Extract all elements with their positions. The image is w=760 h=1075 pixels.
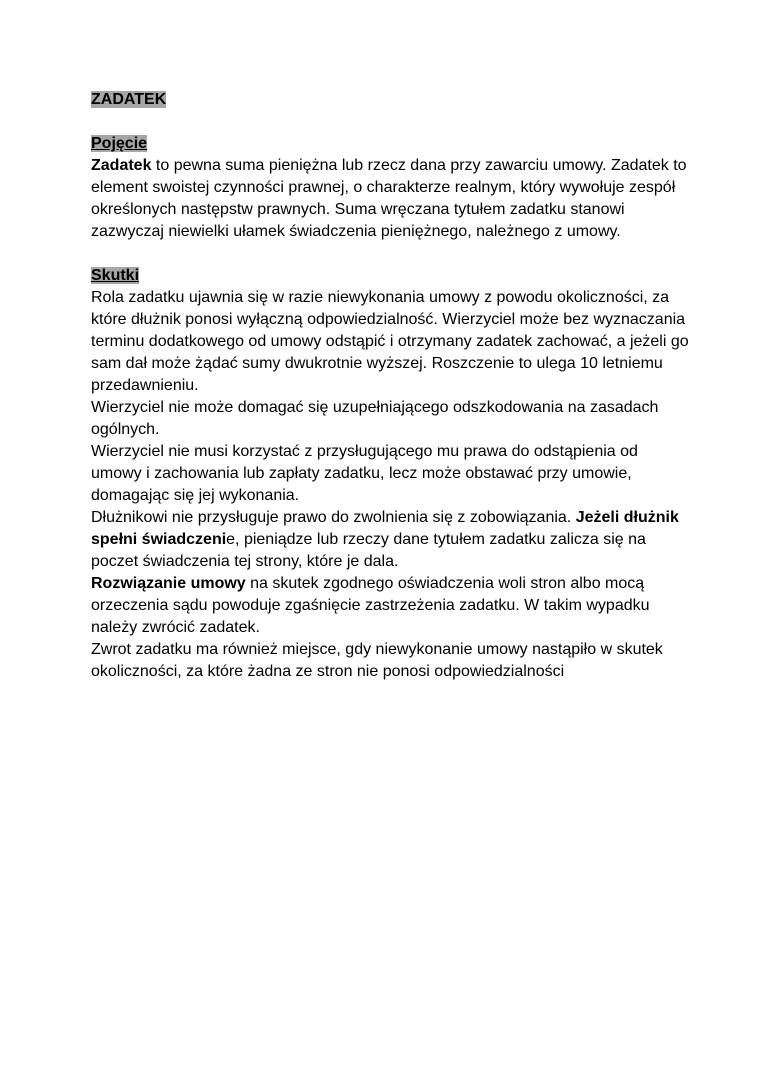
paragraph-text: Wierzyciel nie musi korzystać z przysługującego mu prawa do odstąpienia od umowy i zachowania lub zapłaty zadatku, lecz może obstawać przy umowie, domagając się jej wykonania. [91,443,638,504]
paragraph-text: na skutek zgodnego oświadczenia woli stron albo mocą orzeczenia sądu powoduje zgaśnięcie zastrzeżenia zadatku. W takim wypadku należy zwrócić zadatek. [91,575,650,636]
paragraph [91,639,691,683]
paragraph [91,441,691,507]
paragraph-text: e, pieniądze lub rzeczy dane tytułem zadatku zalicza się na poczet świadczenia tej strony, które je dala. [91,531,646,570]
document-page [91,89,691,683]
paragraph-text: Zwrot zadatku ma również miejsce, gdy niewykonanie umowy nastąpiło w skutek okoliczności, za które żadna ze stron nie ponosi odpowiedzialności [91,641,663,680]
paragraph-text: Wierzyciel nie może domagać się uzupełniającego odszkodowania na zasadach ogólnych. [91,399,659,438]
section-heading-skutki [91,265,691,287]
section-heading-pojecie-text: Pojęcie [91,135,148,152]
paragraph [91,573,691,639]
bold-term: Rozwiązanie umowy [91,575,246,592]
section-heading-pojecie [91,133,691,155]
paragraph [91,397,691,441]
paragraph [91,155,691,243]
spacer [91,111,691,133]
spacer [91,243,691,265]
paragraph [91,507,691,573]
document-title [91,89,691,111]
document-title-text: ZADATEK [91,91,167,108]
paragraph-text: to pewna suma pieniężna lub rzecz dana przy zawarciu umowy. Zadatek to element swoistej czynności prawnej, o charakterze realnym, który wywołuje zespół określonych następstw prawnych. Suma wręczana tytułem zadatku stanowi zazwyczaj niewielki ułamek świadczenia pieniężnego, należnego z umowy. [91,157,687,240]
section-heading-skutki-text: Skutki [91,267,140,284]
bold-term: Jeżeli dłużnik spełni świadczeni [91,509,679,548]
paragraph-text: Rola zadatku ujawnia się w razie niewykonania umowy z powodu okoliczności, za które dłużnik ponosi wyłączną odpowiedzialność. Wierzyciel może bez wyznaczania terminu dodatkowego od umowy odstąpić i otrzymany zadatek zachować, a jeżeli go sam dał może żądać sumy dwukrotnie wyższej. Roszczenie to ulega 10 letniemu przedawnieniu. [91,289,689,394]
bold-term: Zadatek [91,157,152,174]
paragraph [91,287,691,397]
paragraph-text: Dłużnikowi nie przysługuje prawo do zwolnienia się z zobowiązania. [91,509,576,526]
